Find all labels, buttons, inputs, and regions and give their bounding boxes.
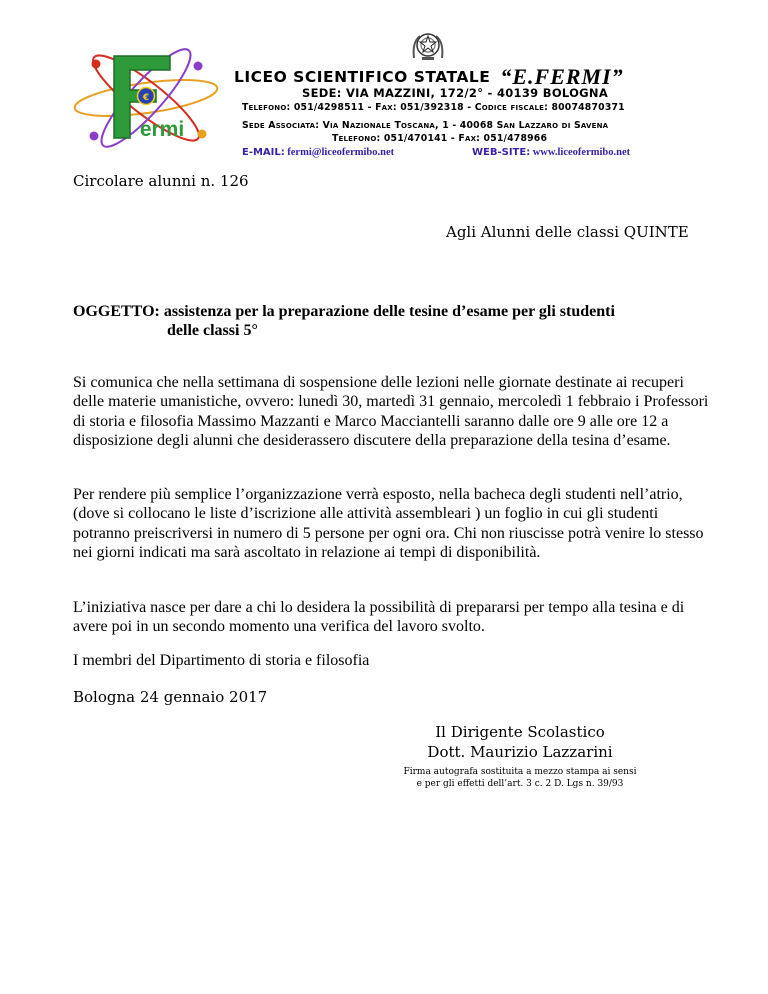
signer-name: Dott. Maurizio Lazzarini — [427, 743, 613, 761]
subject-line1: assistenza per la preparazione delle tesine d’esame per gli studenti — [163, 303, 615, 320]
subject-label: OGGETTO: — [73, 303, 160, 320]
web-link[interactable]: www.liceofermibo.net — [532, 147, 631, 158]
svg-text:ermi: ermi — [139, 118, 185, 141]
school-title: “E.FERMI” — [500, 64, 624, 89]
school-logo — [72, 40, 226, 158]
signature-note-line1: Firma autografa sostituita a mezzo stampa ai sensi — [403, 767, 637, 777]
signer-title: Il Dirigente Scolastico — [435, 723, 605, 741]
email-link[interactable]: fermi@liceofermibo.net — [287, 147, 395, 158]
republic-emblem — [410, 28, 446, 64]
school-name — [234, 62, 624, 88]
web-label: WEB-SITE: — [472, 147, 531, 158]
body-paragraph-4: I membri del Dipartimento di storia e filosofia — [73, 652, 370, 669]
subject-line2: delle classi 5° — [167, 322, 258, 339]
circular-number: Circolare alunni n. 126 — [73, 172, 249, 190]
school-type: LICEO SCIENTIFICO STATALE — [234, 68, 491, 86]
document-date: Bologna 24 gennaio 2017 — [73, 688, 268, 706]
email-contact — [242, 147, 394, 158]
body-paragraph-3: L’iniziativa nasce per dare a chi lo desidera la possibilità di prepararsi per tempo alla tesina e di avere poi in un secondo momento una verifica del lavoro svolto. — [73, 599, 685, 636]
svg-text:€: € — [142, 93, 150, 103]
body-paragraph-1: Si comunica che nella settimana di sospensione delle lezioni nelle giornate destinate ai recuperi delle materie umanistiche, ovvero: lunedì 30, martedì 31 gennaio, mercoledì 1 febbraio i Professori di storia e filosofia Massimo Mazzanti e Marco Macciantelli saranno dalle ore 9 alle ore 12 a disposizione degli alunni che desiderassero discutere della preparazione della tesina d’esame. — [73, 374, 709, 450]
main-phone: Telefono: 051/4298511 - Fax: 051/392318 - Codice fiscale: 80074870371 — [242, 102, 625, 113]
web-contact — [472, 147, 630, 158]
subject — [73, 302, 615, 340]
main-address: SEDE: VIA MAZZINI, 172/2° - 40139 BOLOGNA — [302, 86, 609, 100]
email-label: E-MAIL: — [242, 147, 285, 158]
body-paragraph-2: Per rendere più semplice l’organizzazione verrà esposto, nella bacheca degli studenti nell’atrio, (dove si collocano le liste d’iscrizione alle attività assembleari ) un foglio in cui gli studenti potranno preiscriversi in numero di 5 persone per ogni ora. Chi non riuscisse potrà venire lo stesso nei giorni indicati ma sarà ascoltato in relazione ai tempi di disponibilità. — [73, 486, 704, 562]
recipients: Agli Alunni delle classi QUINTE — [446, 223, 689, 241]
associated-address: Sede Associata: Via Nazionale Toscana, 1 - 40068 San Lazzaro di Savena — [242, 120, 609, 131]
signature-note-line2: e per gli effetti dell’art. 3 c. 2 D. Lgs n. 39/93 — [416, 779, 624, 789]
associated-phone: Telefono: 051/470141 - Fax: 051/478966 — [332, 133, 548, 144]
